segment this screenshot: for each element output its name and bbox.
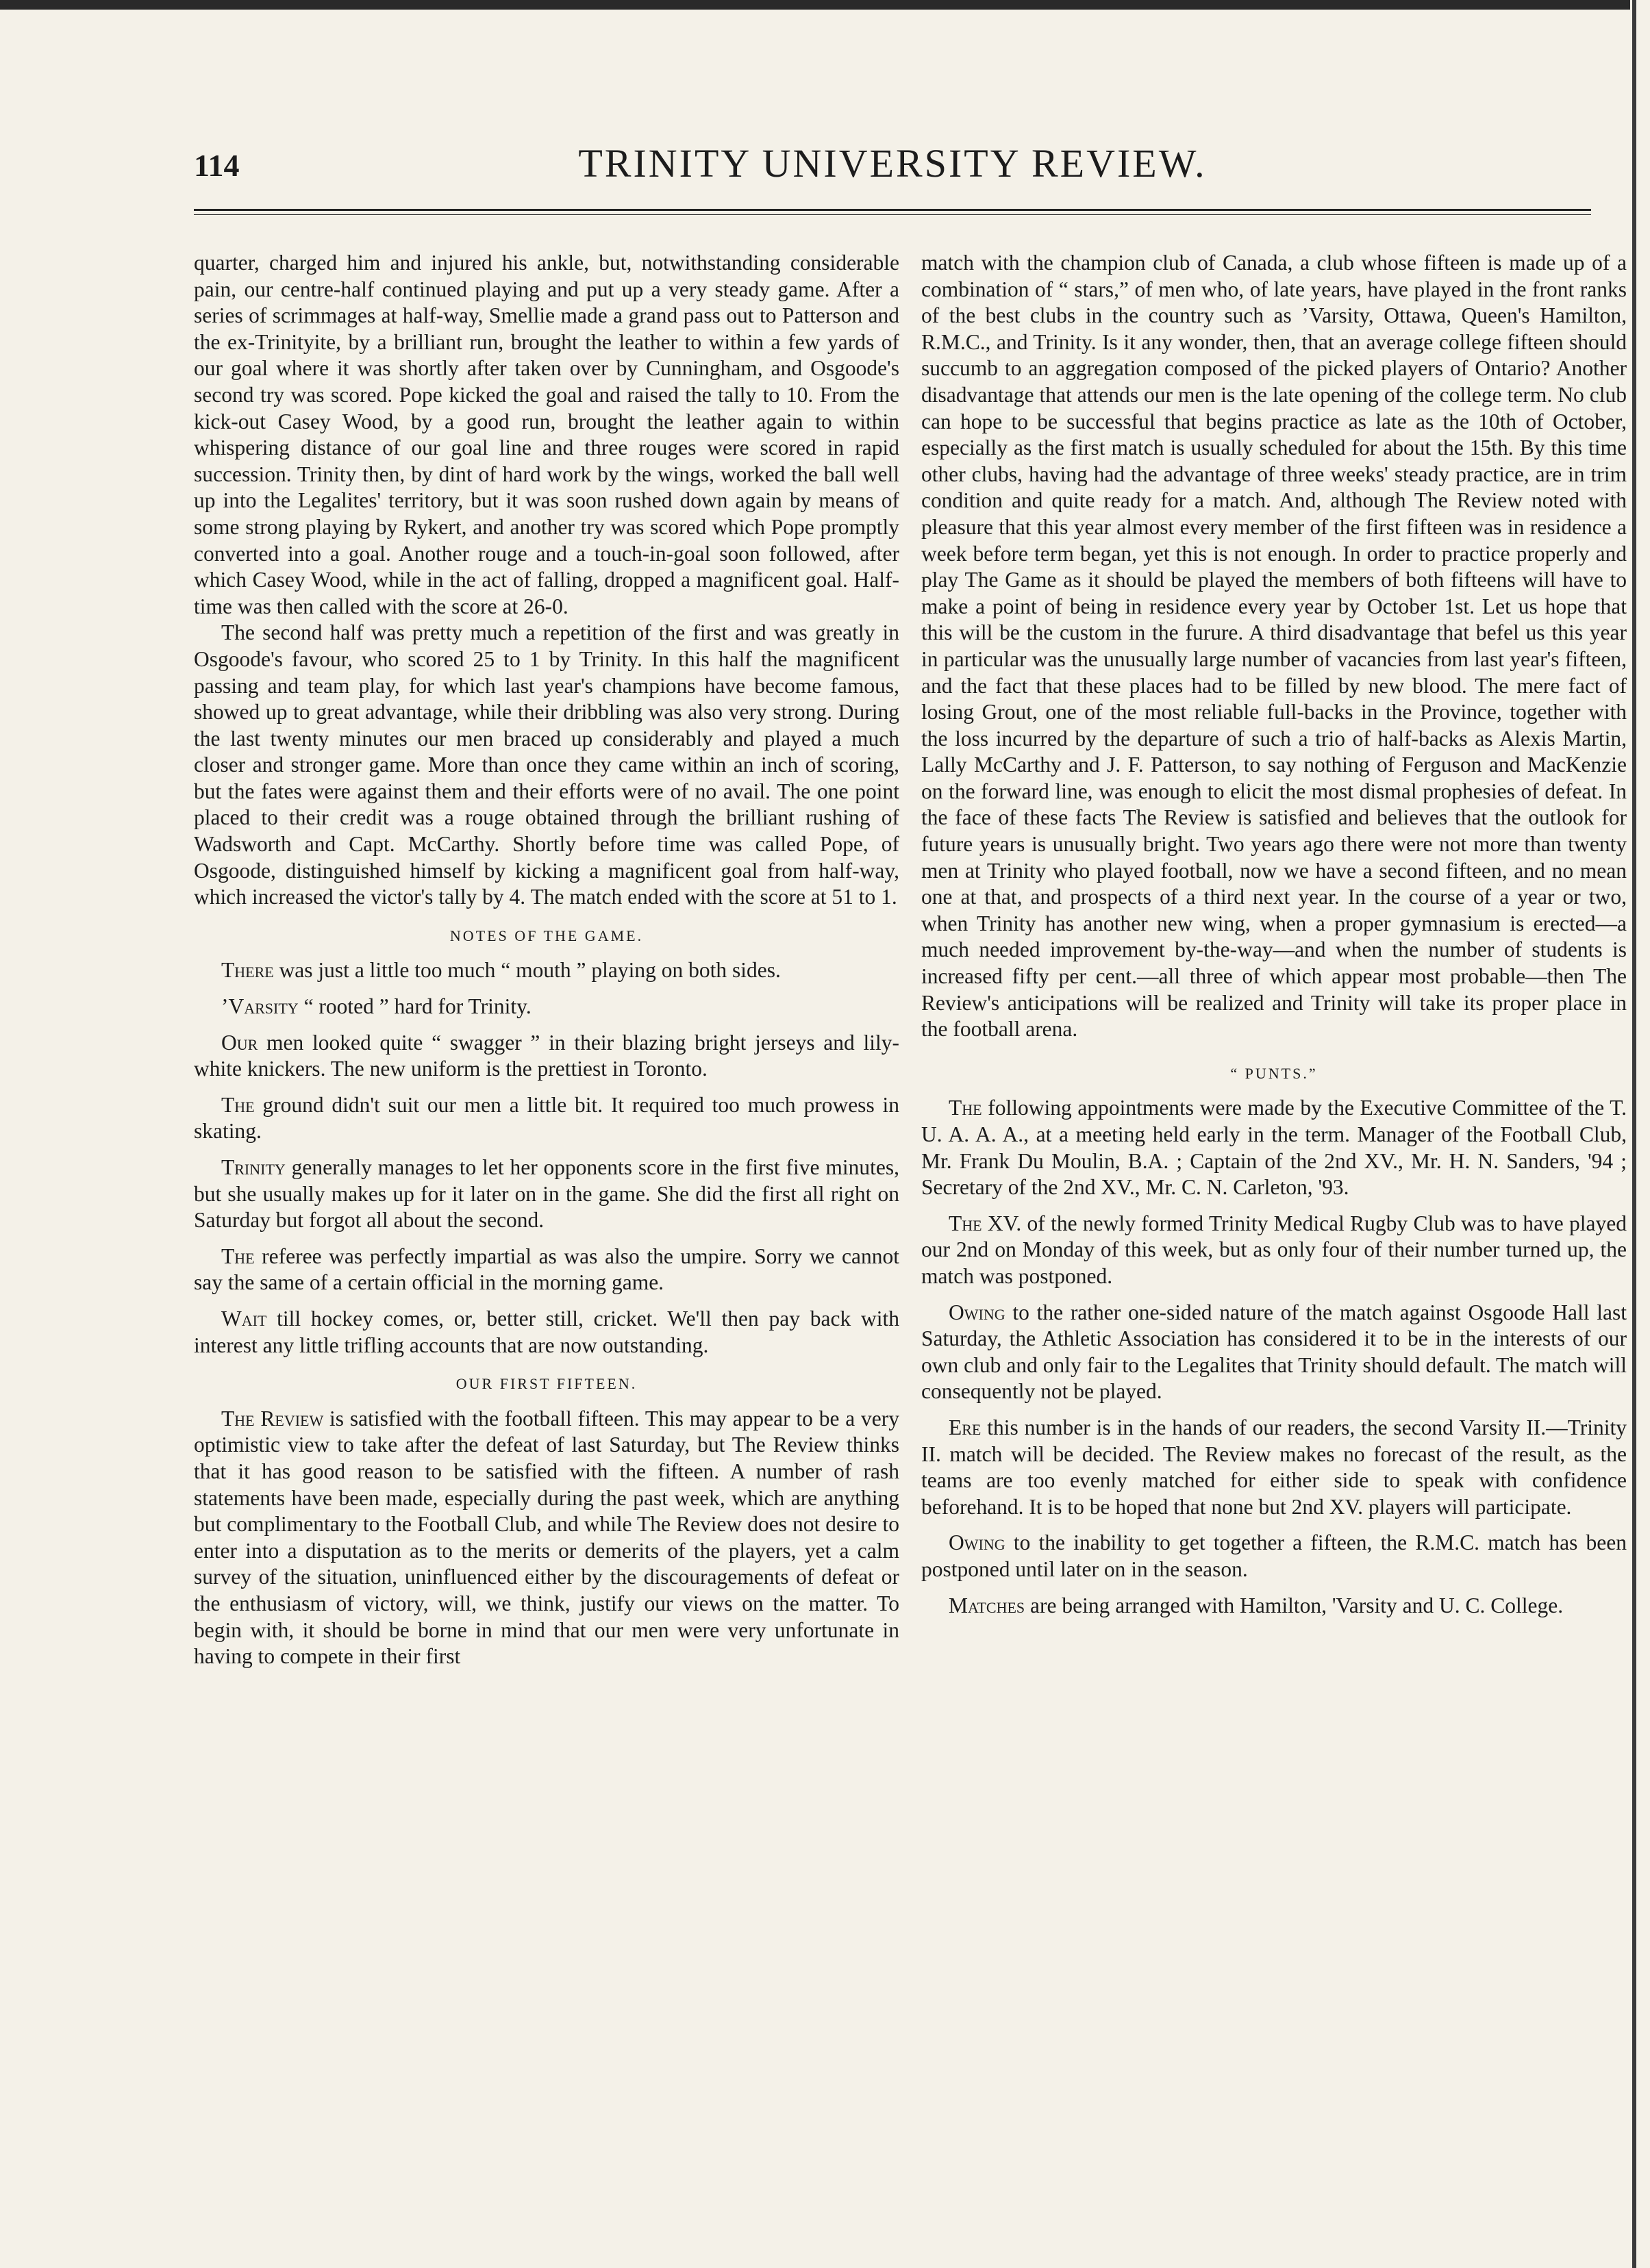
top-border (0, 0, 1630, 10)
lead-word: The (221, 1092, 255, 1117)
lead-word: The Review (221, 1406, 324, 1431)
note-text: XV. of the newly formed Trinity Medical Rugby Club was to have played our 2nd on Monday of this week, but as only four of their number turned up, the match was postponed. (921, 1211, 1627, 1288)
note-item (921, 1593, 1627, 1620)
lead-word: Owing (949, 1300, 1005, 1324)
note-item (921, 1530, 1627, 1583)
note-item (194, 1092, 899, 1145)
lead-word: Owing (949, 1530, 1005, 1555)
lead-word: The (221, 1244, 255, 1268)
header-rule (194, 209, 1591, 211)
lead-word: Our (221, 1030, 258, 1055)
lead-word: The (949, 1096, 982, 1120)
note-item (921, 1300, 1627, 1405)
lead-word: Wait (221, 1306, 267, 1331)
note-text: men looked quite “ swagger ” in their blazing bright jerseys and lily-white knickers. The new uniform is the prettiest in Toronto. (194, 1030, 899, 1081)
lead-word: The (949, 1211, 982, 1235)
note-item (194, 994, 899, 1020)
paragraph: match with the champion club of Canada, a club whose fifteen is made up of a combination of “ stars,” of men who, of late years, have played in the front ranks of the best clubs in the country such as ’Varsity, Ottawa, Queen's Hamilton, R.M.C., and Trinity. Is it any wonder, then, that an average college fifteen should succumb to an aggregation composed of the picked players of Ontario? Another disadvantage that attends our men is the late opening of the college term. No club can hope to be successful that begins practice as late as the 10th of October, especially as the first match is usually scheduled for about the 15th. By this time other clubs, having had the advantage of three weeks' steady practice, are in trim condition and quite ready for a match. And, although The Review noted with pleasure that this year almost every member of the first fifteen was in residence a week before term began, yet this is not enough. In order to practice properly and play The Game as it should be played the members of both fifteens will have to make a point of being in residence every year by October 1st. Let us hope that this will be the custom in the furure. A third disadvantage that befel us this year in particular was the unusually large number of vacancies from last year's fifteen, and the fact that these places had to be filled by new blood. The mere fact of losing Grout, one of the most reliable full-backs in the Province, together with the loss incurred by the departure of such a trio of half-backs as Alexis Martin, Lally McCarthy and J. F. Patterson, to say nothing of Ferguson and MacKenzie on the forward line, was enough to elicit the most dismal prophesies of defeat. In the face of these facts The Review is satisfied and believes that the outlook for future years is unusually bright. Two years ago there were not more than twenty men at Trinity who played football, now we have a second fifteen, and no mean one at that, and prospects of a third next year. In the course of a year or two, when Trinity has another new wing, when a proper gymnasium is erected—a much needed improvement by-the-way—and when the number of students is increased fifty per cent.—all three of which appear most probable—then The Review's anticipations will be realized and Trinity will take its proper place in the football arena. (921, 251, 1627, 1042)
section-heading: OUR FIRST FIFTEEN. (455, 1375, 638, 1393)
note-text: ground didn't suit our men a little bit. It required too much prowess in skating. (194, 1092, 899, 1144)
note-item (194, 1030, 899, 1083)
binding-edge (1632, 0, 1636, 2268)
note-item (194, 1306, 899, 1359)
section-heading: NOTES OF THE GAME. (449, 927, 644, 944)
left-column (194, 250, 899, 1670)
journal-title: TRINITY UNIVERSITY REVIEW. (578, 141, 1207, 186)
paragraph (194, 1406, 899, 1670)
note-item (921, 1415, 1627, 1520)
paragraph: quarter, charged him and injured his ankle, but, notwithstanding considerable pain, our centre-half continued playing and put up a very steady game. After a series of scrimmages at half-way, Smellie made a grand pass out to Patterson and the ex-Trinityite, by a brilliant run, brought the leather to within a few yards of our goal where it was shortly after taken over by Cunningham, and Osgoode's second try was scored. Pope kicked the goal and raised the tally to 10. From the kick-out Casey Wood, by a good run, brought the leather again to within whispering distance of our goal line and three rouges were scored in rapid succession. Trinity then, by dint of hard work by the wings, worked the ball well up into the Legalites' territory, but it was soon rushed down again by means of some strong playing by Rykert, and another try was scored which Pope promptly converted into a goal. Another rouge and a touch-in-goal soon followed, after which Casey Wood, while in the act of falling, dropped a magnificent goal. Half-time was then called with the score at 26-0. (194, 251, 899, 618)
note-text: are being arranged with Hamilton, 'Varsity and U. C. College. (1025, 1593, 1564, 1617)
page-number: 114 (194, 148, 240, 183)
note-item (921, 1095, 1627, 1200)
page-header (194, 140, 1591, 195)
lead-word: There (221, 958, 274, 983)
lead-word: ’Varsity (221, 994, 299, 1019)
paragraph-text: is satisfied with the football fifteen. This may appear to be a very optimistic view to take after the defeat of last Saturday, but The Review thinks that it has good reason to be satisfied with the fifteen. A number of rash statements have been made, especially during the past week, which are anything but complimentary to the Football Club, and while The Review does not desire to enter into a disputation as to the merits or demerits of the players, yet a calm survey of the situation, uninfluenced either by the discouragements of defeat or the enthusiasm of victory, will, we think, justify our views on the matter. To begin with, it should be borne in mind that our men were very unfortunate in having to compete in their first (194, 1406, 899, 1669)
note-text: “ rooted ” hard for Trinity. (298, 994, 532, 1019)
section-heading: “ PUNTS.” (1230, 1064, 1318, 1082)
note-text: was just a little too much “ mouth ” playing on both sides. (273, 958, 781, 983)
header-rule-thin (194, 214, 1591, 215)
note-text: to the inability to get together a fifteen, the R.M.C. match has been postponed until later on in the season. (921, 1530, 1627, 1581)
lead-word: Trinity (221, 1155, 286, 1179)
note-item (194, 1155, 899, 1234)
paragraph: The second half was pretty much a repetition of the first and was greatly in Osgoode's favour, who scored 25 to 1 by Trinity. In this half the magnificent passing and team play, for which last year's champions have become famous, showed up to great advantage, while their dribbling was also very strong. During the last twenty minutes our men braced up considerably and played a much closer and stronger game. More than once they came within an inch of scoring, but the fates were against them and their efforts were of no avail. The one point placed to their credit was a rouge obtained through the brilliant rushing of Wadsworth and Capt. McCarthy. Shortly before time was called Pope, of Osgoode, distinguished himself by kicking a magnificent goal from half-way, which increased the victor's tally by 4. The match ended with the score at 51 to 1. (194, 620, 899, 909)
note-text: this number is in the hands of our readers, the second Varsity II.—Trinity II. match will be decided. The Review makes no forecast of the result, as the teams are too evenly matched for either side to speak with confidence beforehand. It is to be hoped that none but 2nd XV. players will participate. (921, 1415, 1627, 1519)
note-text: till hockey comes, or, better still, cricket. We'll then pay back with interest any little trifling accounts that are now outstanding. (194, 1306, 899, 1357)
right-column (921, 250, 1627, 1619)
lead-word: Ere (949, 1415, 982, 1439)
note-item (194, 957, 899, 984)
note-item (921, 1211, 1627, 1290)
note-text: following appointments were made by the Executive Committee of the T. U. A. A. A., at a meeting held early in the term. Manager of the Football Club, Mr. Frank Du Moulin, B.A. ; Captain of the 2nd XV., Mr. H. N. Sanders, '94 ; Secretary of the 2nd XV., Mr. C. N. Carleton, '93. (921, 1096, 1627, 1200)
note-text: to the rather one-sided nature of the match against Osgoode Hall last Saturday, the Athletic Association has considered it to be in the interests of our own club and only fair to the Legalites that Trinity should default. The match will consequently not be played. (921, 1300, 1627, 1404)
lead-word: Matches (949, 1593, 1025, 1617)
note-text: referee was perfectly impartial as was also the umpire. Sorry we cannot say the same of a certain official in the morning game. (194, 1244, 899, 1295)
note-text: generally manages to let her opponents score in the first five minutes, but she usually makes up for it later on in the game. She did the first all right on Saturday but forgot all about the second. (194, 1155, 899, 1233)
note-item (194, 1244, 899, 1296)
